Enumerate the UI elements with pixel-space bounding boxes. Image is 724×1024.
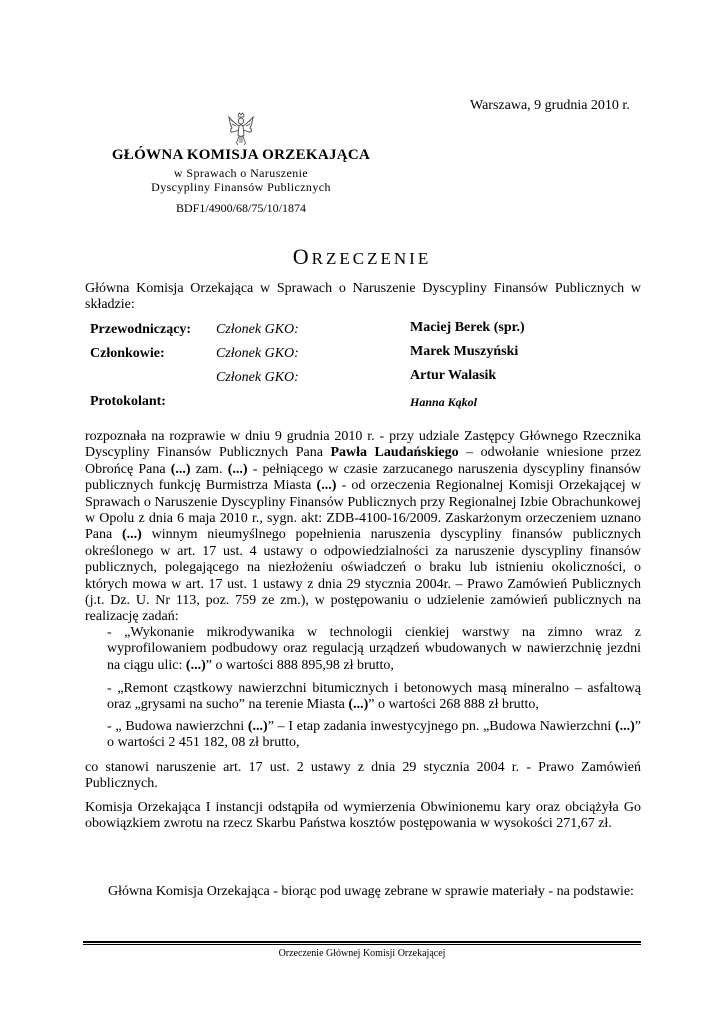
main-text-part-2: – odwołanie wniesione przez Obrońcę Pana: [85, 445, 642, 477]
document-date: Warszawa, 9 grudnia 2010 r.: [470, 98, 630, 113]
list-item-2-text: - „Remont cząstkowy nawierzchni bitumicznych i betonowych masą mineralno – asfaltową oraz „grysami na sucho” na terenie Miasta: [107, 681, 641, 713]
redacted-text: (...): [121, 527, 142, 543]
document-title-first-letter: O: [292, 244, 312, 269]
member-2-label: Członek GKO:: [216, 370, 299, 385]
list-item-1-text: - „Wykonanie mikrodywanika w technologii cienkiej warstwy na zimno wraz z wyprofilowaniem podbudowy oraz regulacją urządzeń wbudowanych w nawierzchnię jezdni na ciągu ulic:: [107, 625, 641, 673]
member-1-name: Marek Muszyński: [410, 344, 519, 359]
redacted-text: (...): [316, 478, 337, 494]
final-paragraph: Główna Komisja Orzekająca - biorąc pod uwagę zebrane w sprawie materiały - na podstawie:: [108, 884, 634, 899]
redacted-text: (...): [170, 461, 191, 477]
document-title: [0, 244, 724, 270]
list-item-3-text: - „ Budowa nawierzchni: [107, 719, 248, 734]
page-footer: Orzeczenie Głównej Komisji Orzekającej: [278, 948, 446, 959]
list-item-3-value: ” o wartości 2 451 182, 08 zł brutto,: [107, 719, 641, 751]
organization-subtitle-line-1: w Sprawach o Naruszenie: [173, 166, 309, 180]
member-2-name: Artur Walasik: [410, 368, 497, 383]
clerk-name: Hanna Kąkol: [410, 395, 478, 409]
redacted-text: (...): [247, 719, 268, 734]
member-1-label: Członek GKO:: [216, 346, 299, 361]
document-title-rest: RZECZENIE: [311, 249, 432, 268]
redacted-text: (...): [185, 657, 206, 673]
chair-member-label: Członek GKO:: [216, 322, 299, 337]
members-role-label: Członkowie:: [90, 346, 165, 361]
redacted-text: (...): [348, 697, 369, 713]
list-item-3: [107, 719, 641, 752]
redacted-text: (...): [227, 461, 248, 477]
intro-paragraph: Główna Komisja Orzekająca w Sprawach o Naruszenie Dyscypliny Finansów Publicznych w składzie:: [85, 281, 641, 313]
footer-divider-thin: [83, 944, 641, 945]
list-item-1: [107, 625, 641, 674]
chair-name: Maciej Berek (spr.): [410, 320, 525, 335]
main-text-part-5: - od orzeczenia Regionalnej Komisji Orzekającej w Sprawach o Naruszenie Dyscypliny Finansów Publicznych przy Regionalnej Izbie Obrachunkowej w Opolu z dnia 6 maja 2010 r., sygn. akt: ZDB-4100-16/2009. Zaskarżonym orzeczeniem uznano Pana: [85, 478, 641, 543]
case-reference-number: BDF1/4900/68/75/10/1874: [175, 201, 306, 215]
list-item-3-middle: ” – I etap zadania inwestycyjnego pn. „Budowa Nawierzchni: [267, 719, 615, 734]
main-text-part-1: rozpoznała na rozprawie w dniu 9 grudnia 2010 r. - przy udziale Zastępcy Głównego Rzecznika Dyscypliny Finansów Publicznych Pana: [85, 429, 641, 461]
list-item-2: [107, 681, 641, 714]
list-item-1-value: ” o wartości 888 895,98 zł brutto,: [205, 657, 394, 673]
clerk-role-label: Protokolant:: [90, 394, 166, 409]
main-text-part-3: zam.: [190, 461, 228, 477]
redacted-text: (...): [614, 719, 635, 734]
organization-name: GŁÓWNA KOMISJA ORZEKAJĄCA: [111, 147, 371, 163]
commission-decision-paragraph: Komisja Orzekająca I instancji odstąpiła od wymierzenia Obwinionemu kary oraz obciążyła Go obowiązkiem zwrotu na rzecz Skarbu Państwa kosztów postępowania w wysokości 271,67 zł.: [85, 800, 641, 832]
main-paragraph: [85, 429, 641, 626]
organization-subtitle-line-2: Dyscypliny Finansów Publicznych: [151, 180, 331, 194]
footer-divider-thick: [83, 941, 641, 943]
conclusion-paragraph: co stanowi naruszenie art. 17 ust. 2 ustawy z dnia 29 stycznia 2004 r. - Prawo Zamówień Publicznych.: [85, 760, 641, 792]
accused-name: Pawła Laudańskiego: [330, 445, 459, 461]
polish-eagle-emblem-icon: [227, 112, 255, 146]
list-item-2-value: ” o wartości 268 888 zł brutto,: [368, 697, 539, 713]
main-text-part-6: winnym nieumyślnego popełnienia naruszenia dyscypliny finansów publicznych określonego w art. 17 ust. 4 ustawy o odpowiedzialności za naruszenie dyscypliny finansów publicznych, polegającego na niezłożeniu oświadczeń o braku lub istnieniu okoliczności, o których mowa w art. 17 ust. 1 ustawy z dnia 29 stycznia 2004r. – Prawo Zamówień Publicznych (j.t. Dz. U. Nr 113, poz. 759 ze zm.), w postępowaniu o udzielenie zamówień publicznych na realizację zadań:: [85, 527, 641, 625]
main-text-part-4: - pełniącego w czasie zarzucanego naruszenia dyscypliny finansów publicznych funkcję Burmistrza Miasta: [85, 461, 641, 494]
chair-role-label: Przewodniczący:: [90, 322, 192, 337]
